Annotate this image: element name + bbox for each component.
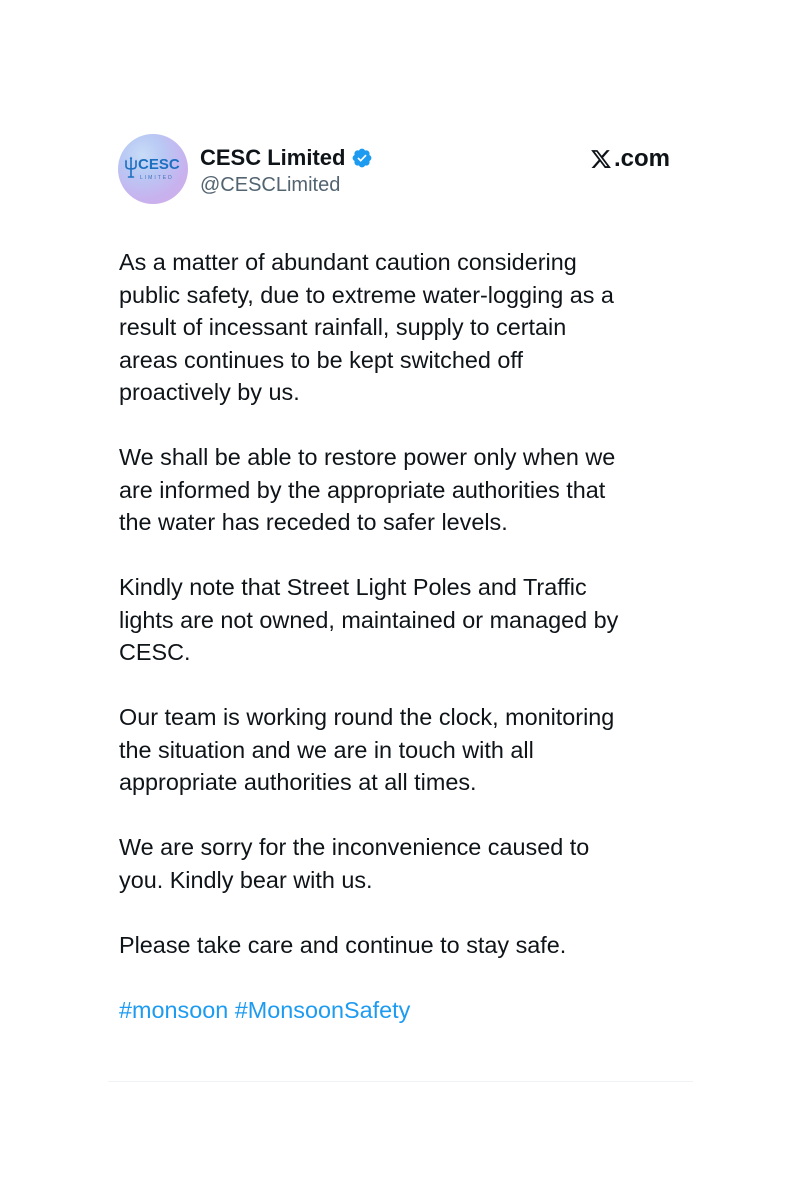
author-block [200, 144, 373, 198]
display-name-row [200, 144, 373, 172]
author-handle[interactable]: @CESCLimited [200, 174, 341, 196]
hashtag-list [119, 994, 699, 1027]
avatar-logo-text: CESC [138, 156, 180, 173]
avatar[interactable] [118, 134, 188, 204]
post-paragraph-6: Please take care and continue to stay safe. [119, 931, 567, 958]
post-body [119, 246, 699, 1026]
display-name[interactable]: CESC Limited [200, 145, 346, 170]
content-cutoff [100, 1080, 720, 1200]
post-paragraph-3: Kindly note that Street Light Poles and Traffic lights are not owned, maintained or managed by CESC. [119, 574, 619, 665]
x-logo-icon [590, 148, 612, 170]
brand-watermark [590, 144, 670, 174]
brand-text: .com [614, 145, 671, 172]
post-paragraph-4: Our team is working round the clock, monitoring the situation and we are in touch with all appropriate authorities at all times. [119, 704, 615, 795]
post-paragraph-2: We shall be able to restore power only when we are informed by the appropriate authorities that the water has receded to safer levels. [119, 444, 616, 535]
post-paragraph-5: We are sorry for the inconvenience caused to you. Kindly bear with us. [119, 834, 590, 893]
hashtag-link[interactable]: #MonsoonSafety [234, 996, 411, 1023]
divider [108, 1081, 693, 1082]
hashtag-link[interactable]: #monsoon [119, 996, 229, 1023]
post-header [118, 134, 678, 204]
trident-logo-icon [124, 156, 138, 178]
post-paragraph-1: As a matter of abundant caution considering public safety, due to extreme water-logging as a result of incessant rainfall, supply to certain areas continues to be kept switched off proactively by us. [119, 249, 614, 405]
avatar-logo-subtext: LIMITED [140, 175, 174, 181]
verified-badge-icon [351, 147, 373, 169]
